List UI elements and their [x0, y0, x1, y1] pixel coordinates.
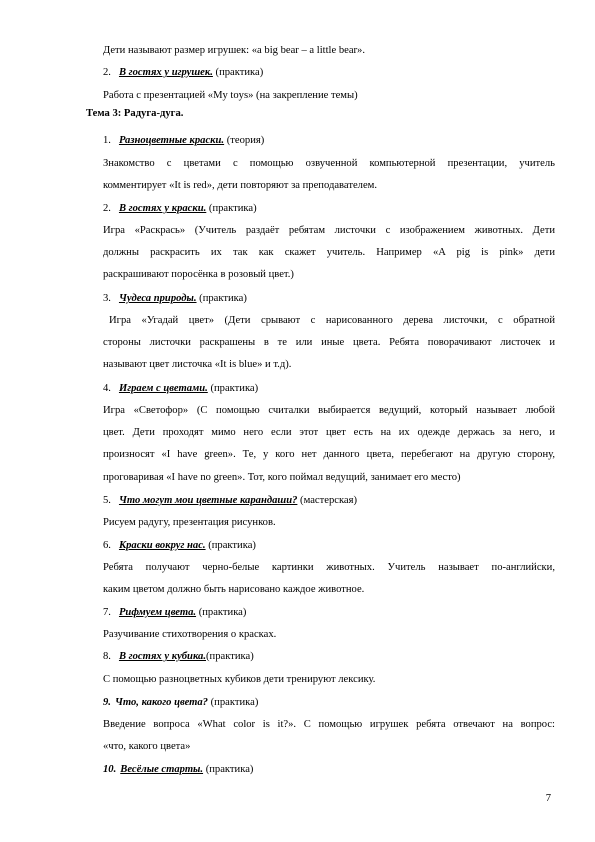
- text-line: каким цветом должно быть нарисовано каждое животное.: [103, 584, 365, 596]
- section-note: (практика): [203, 764, 254, 775]
- section-heading: [103, 130, 555, 152]
- section-title: Играем с цветами.: [118, 383, 208, 394]
- section-note: (практика): [207, 697, 259, 708]
- text-line: Знакомство с цветами с помощью озвученной компьютерной презентации, учитель: [103, 158, 555, 169]
- text-line: цвет. Дети проходят мимо него если этот цвет есть на их одежде держась за него, и: [103, 427, 555, 439]
- section-title: Что могут мои цветные карандаши?: [118, 495, 298, 506]
- section-note: (мастерская): [297, 495, 358, 506]
- section-title: Что, какого цвета?: [114, 697, 208, 708]
- section-heading: [103, 490, 555, 512]
- text-line: Ребята получают черно-белые картинки животных. Учитель называет по-английски,: [103, 562, 555, 573]
- text-line: называют цвет листочка «It is blue» и т.д).: [103, 359, 292, 371]
- paragraph: [103, 624, 555, 646]
- section-number: 1.: [103, 135, 111, 146]
- text-line: Введение вопроса «What color is it?». С помощью игрушек ребята отвечают на вопрос:: [103, 719, 555, 730]
- section-heading: [103, 535, 555, 557]
- text-line: раскрашивают поросёнка в розовый цвет.): [103, 269, 294, 281]
- text-line: произносят «I have green». Те, у кого нет данного цвета, перебегают на другую сторону,: [103, 449, 555, 461]
- section-heading: [103, 198, 555, 220]
- section-title: В гостях у кубика.: [118, 651, 206, 662]
- text-line: С помощью разноцветных кубиков дети тренируют лексику.: [103, 674, 376, 685]
- section-title: В гостях у краски.: [118, 203, 207, 214]
- paragraph: [103, 714, 555, 758]
- text-line: комментирует «It is red», дети повторяют за преподавателем.: [103, 180, 377, 192]
- section-number: 8.: [103, 651, 111, 662]
- section-title: Весёлые старты.: [120, 764, 204, 775]
- section-title: Разноцветные краски.: [118, 135, 225, 146]
- section-number: 10.: [103, 764, 117, 775]
- section-number: 2.: [103, 67, 111, 78]
- paragraph: [103, 153, 555, 197]
- section-note: (теория): [224, 135, 265, 146]
- text-line: Дети называют размер игрушек: «a big bear – a little bear».: [103, 45, 365, 56]
- paragraph: [103, 220, 555, 287]
- section-title: В гостях у игрушек.: [118, 67, 213, 78]
- section-number: 3.: [103, 293, 111, 304]
- paragraph: [103, 512, 555, 534]
- text-line: «что, какого цвета»: [103, 741, 191, 753]
- text-line: Работа с презентацией «My toys» (на закрепление темы): [103, 90, 358, 101]
- section-heading: [103, 378, 555, 400]
- section-number: 9.: [103, 697, 111, 708]
- section-heading: [103, 288, 555, 310]
- theme-heading: Тема 3: Радуга-дуга.: [86, 108, 184, 119]
- section-heading: [103, 646, 555, 668]
- text-line: Игра «Светофор» (С помощью считалки выбирается ведущий, который называет любой: [103, 405, 555, 416]
- section-heading: [103, 62, 555, 84]
- paragraph: [103, 669, 555, 691]
- section-note: (практика): [206, 651, 254, 662]
- section-heading: [103, 602, 555, 624]
- section-number: 4.: [103, 383, 111, 394]
- text-line: Рисуем радугу, презентация рисунков.: [103, 517, 276, 528]
- section-note: (практика): [196, 607, 247, 618]
- section-heading: [103, 759, 555, 781]
- text-line: Игра «Угадай цвет» (Дети срывают с нарисованного дерева листочки, с обратной: [109, 315, 555, 326]
- section-note: (практика): [206, 203, 257, 214]
- section-note: (практика): [196, 293, 247, 304]
- text-line: должны раскрасить их так как скажет учитель. Например «A pig is pink» дети: [103, 247, 555, 259]
- text-line: проговаривая «I have no green». Тот, кого поймал ведущий, занимает его место): [103, 471, 461, 483]
- section-number: 6.: [103, 540, 111, 551]
- paragraph: [103, 310, 555, 377]
- page-number: 7: [545, 793, 551, 804]
- text-line: Разучивание стихотворения о красках.: [103, 629, 277, 640]
- section-title: Краски вокруг нас.: [118, 540, 206, 551]
- text-line: стороны листочки раскрашены в те или иные цвета. Ребята поворачивают листочек и: [103, 337, 555, 349]
- paragraph: [103, 557, 555, 601]
- text-line: Игра «Раскрась» (Учитель раздаёт ребятам листочки с изображением животных. Дети: [103, 225, 555, 236]
- paragraph: [103, 85, 555, 107]
- section-title: Чудеса природы.: [118, 293, 197, 304]
- paragraph: [103, 40, 555, 62]
- paragraph: [103, 400, 555, 489]
- section-note: (практика): [205, 540, 256, 551]
- section-number: 5.: [103, 495, 111, 506]
- section-title: Рифмуем цвета.: [118, 607, 197, 618]
- section-number: 2.: [103, 203, 111, 214]
- section-number: 7.: [103, 607, 111, 618]
- section-note: (практика): [207, 383, 259, 394]
- section-heading: [103, 692, 555, 714]
- section-note: (практика): [212, 67, 264, 78]
